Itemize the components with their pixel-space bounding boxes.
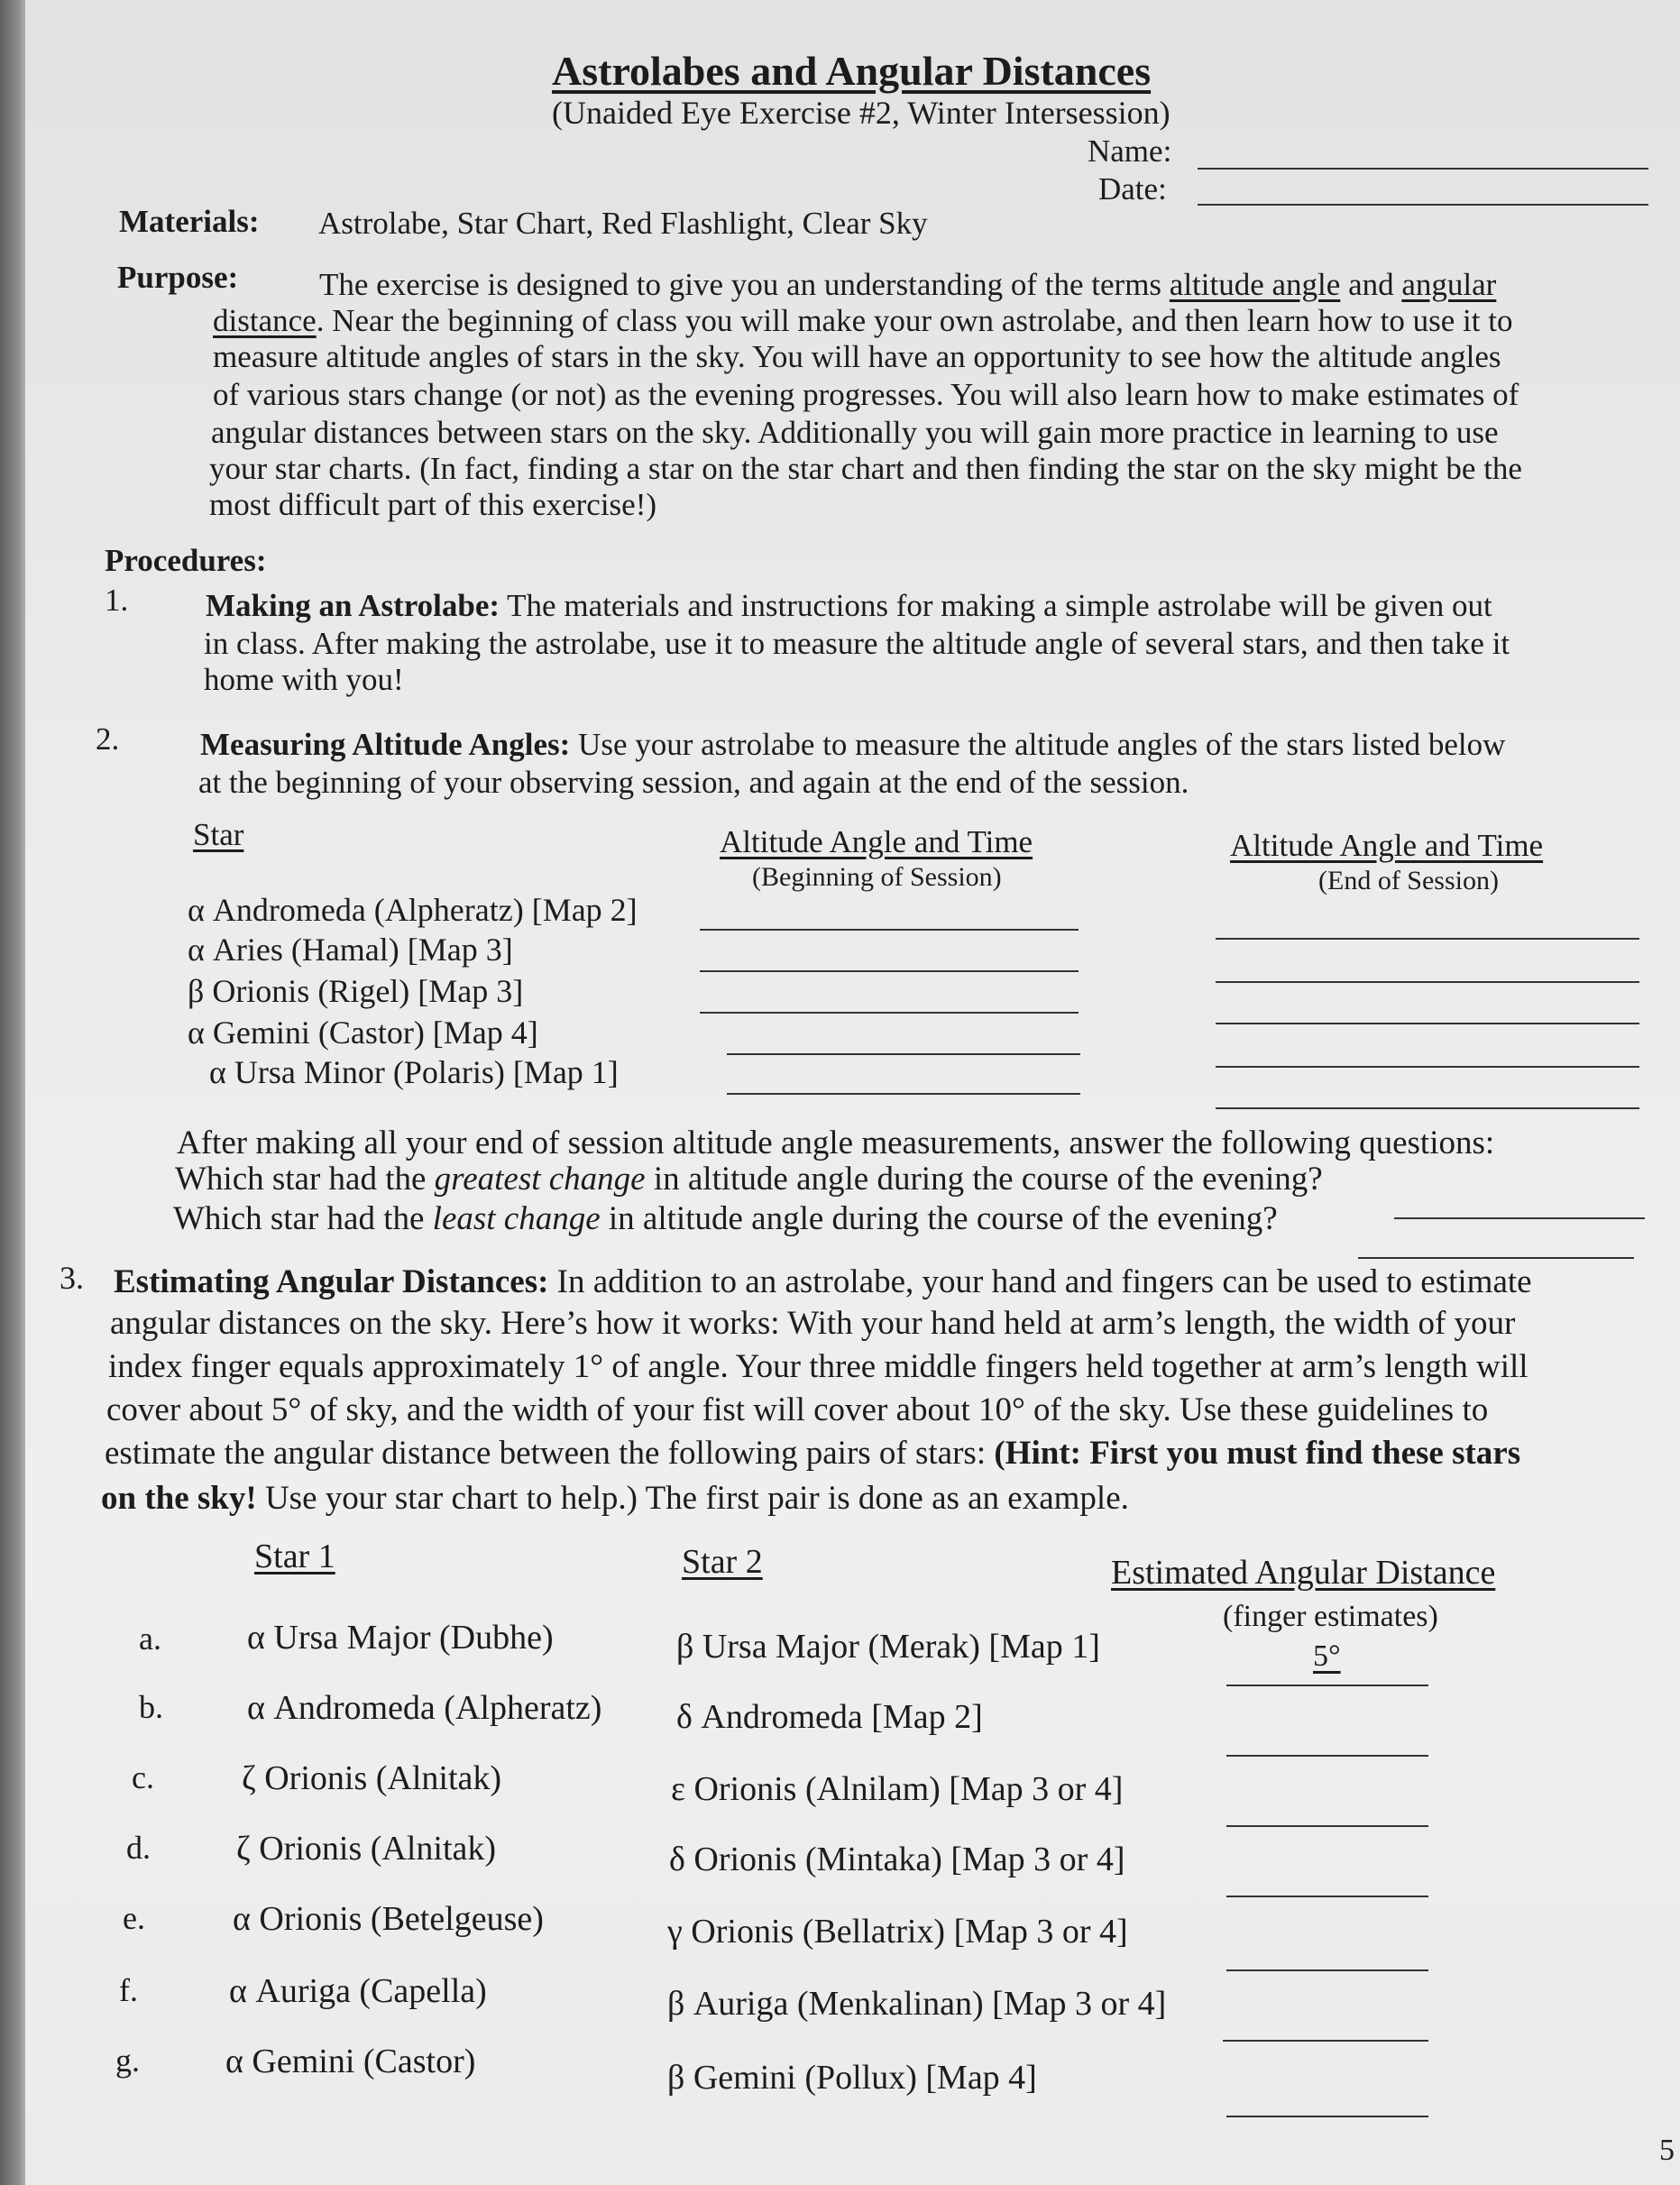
procedure-3-number: 3. — [60, 1260, 84, 1296]
procedure-3-line-3: index finger equals approximately 1° of angle. Your three middle fingers held together at arm’s length will — [108, 1348, 1529, 1385]
purpose-label: Purpose: — [117, 260, 239, 295]
least-change-answer-line[interactable] — [1358, 1257, 1634, 1259]
pair-a-letter: a. — [139, 1620, 161, 1657]
pair-a-answer-line[interactable] — [1226, 1685, 1428, 1686]
pair-b-letter: b. — [139, 1689, 163, 1725]
procedure-2-line-1: Measuring Altitude Angles: Use your astrolabe to measure the altitude angles of the stars listed below — [200, 727, 1506, 762]
end-answer-line-3[interactable] — [1216, 1023, 1639, 1024]
question-greatest-change: Which star had the greatest change in altitude angle during the course of the evening? — [175, 1161, 1323, 1198]
pair-e-answer-line[interactable] — [1226, 1969, 1428, 1971]
after-measurements-text: After making all your end of session altitude angle measurements, answer the following questions: — [177, 1125, 1495, 1161]
pair-g-letter: g. — [115, 2043, 140, 2079]
pair-b-answer-line[interactable] — [1226, 1755, 1428, 1757]
end-answer-line-2[interactable] — [1216, 981, 1639, 983]
worksheet-page — [25, 0, 1680, 2185]
pair-g-star2: β Gemini (Pollux) [Map 4] — [667, 2059, 1037, 2097]
purpose-line-2: distance. Near the beginning of class you will make your own astrolabe, and then learn how to use it to — [213, 303, 1513, 338]
begin-answer-line-4[interactable] — [727, 1053, 1080, 1055]
procedure-1-line-1: Making an Astrolabe: The materials and instructions for making a simple astrolabe will be given out — [206, 588, 1492, 623]
purpose-line-7: most difficult part of this exercise!) — [209, 487, 657, 522]
procedure-3-line-5: estimate the angular distance between the following pairs of stars: (Hint: First you must find these stars — [105, 1435, 1521, 1472]
purpose-line-5: angular distances between stars on the sky. Additionally you will gain more practice in learning to use — [211, 415, 1499, 450]
begin-answer-line-1[interactable] — [700, 929, 1079, 931]
end-answer-line-5[interactable] — [1216, 1107, 1639, 1109]
procedure-2-line-2: at the beginning of your observing session, and again at the end of the session. — [198, 765, 1189, 800]
pair-a-star1: α Ursa Major (Dubhe) — [247, 1619, 554, 1657]
pair-d-answer-line[interactable] — [1226, 1896, 1428, 1897]
pair-b-star1: α Andromeda (Alpheratz) — [247, 1689, 602, 1727]
end-answer-line-1[interactable] — [1216, 938, 1639, 940]
pair-f-star2: β Auriga (Menkalinan) [Map 3 or 4] — [667, 1985, 1167, 2023]
purpose-line-4: of various stars change (or not) as the evening progresses. You will also learn how to make estimates of — [213, 377, 1519, 412]
procedure-3-line-1: Estimating Angular Distances: In addition to an astrolabe, your hand and fingers can be used to estimate — [114, 1263, 1532, 1300]
pair-d-star2: δ Orionis (Mintaka) [Map 3 or 4] — [669, 1841, 1125, 1878]
star-row-5: α Ursa Minor (Polaris) [Map 1] — [209, 1054, 619, 1090]
pair-c-letter: c. — [132, 1759, 154, 1795]
question-least-change: Which star had the least change in altitude angle during the course of the evening? — [173, 1200, 1278, 1237]
name-field[interactable] — [1198, 168, 1648, 170]
col-star1-header: Star 1 — [254, 1538, 335, 1575]
pair-c-answer-line[interactable] — [1226, 1825, 1428, 1827]
purpose-line-3: measure altitude angles of stars in the sky. You will have an opportunity to see how the altitude angles — [213, 339, 1501, 374]
col-distance-subheader: (finger estimates) — [1223, 1600, 1438, 1633]
end-answer-line-4[interactable] — [1216, 1066, 1639, 1068]
purpose-line-6: your star charts. (In fact, finding a star on the star chart and then finding the star on the sky might be the — [209, 451, 1522, 486]
pair-d-star1: ζ Orionis (Alnitak) — [236, 1830, 497, 1868]
pair-g-answer-line[interactable] — [1226, 2116, 1428, 2117]
pair-f-letter: f. — [119, 1972, 138, 2008]
purpose-line-1: The exercise is designed to give you an understanding of the terms altitude angle and angular — [319, 267, 1497, 302]
greatest-change-answer-line[interactable] — [1394, 1217, 1645, 1219]
pair-f-answer-line[interactable] — [1223, 2040, 1428, 2042]
star-row-4: α Gemini (Castor) [Map 4] — [188, 1014, 538, 1051]
col-star-header: Star — [193, 817, 244, 852]
col-star2-header: Star 2 — [682, 1543, 763, 1581]
procedure-1-line-3: home with you! — [204, 662, 404, 697]
col-end-header: Altitude Angle and Time — [1230, 828, 1544, 863]
col-begin-subheader: (Beginning of Session) — [752, 862, 1002, 892]
materials-label: Materials: — [119, 204, 260, 239]
pair-g-star1: α Gemini (Castor) — [225, 2043, 476, 2080]
procedure-3-line-4: cover about 5° of sky, and the width of your fist will cover about 10° of the sky. Use these guidelines to — [106, 1391, 1489, 1428]
pair-a-star2: β Ursa Major (Merak) [Map 1] — [676, 1628, 1100, 1666]
date-field[interactable] — [1198, 204, 1648, 206]
star-row-3: β Orionis (Rigel) [Map 3] — [188, 973, 524, 1009]
col-begin-header: Altitude Angle and Time — [720, 824, 1033, 859]
page-number: 5 — [1659, 2134, 1675, 2167]
star-row-2: α Aries (Hamal) [Map 3] — [188, 932, 513, 968]
procedure-2-number: 2. — [96, 721, 120, 757]
pair-e-star2: γ Orionis (Bellatrix) [Map 3 or 4] — [667, 1913, 1128, 1951]
date-label: Date: — [1098, 171, 1167, 207]
page-subtitle: (Unaided Eye Exercise #2, Winter Intersession) — [552, 95, 1170, 131]
pair-b-star2: δ Andromeda [Map 2] — [676, 1698, 983, 1736]
pair-c-star1: ζ Orionis (Alnitak) — [242, 1759, 502, 1797]
star-row-1: α Andromeda (Alpheratz) [Map 2] — [188, 892, 638, 928]
page-title: Astrolabes and Angular Distances — [552, 48, 1152, 94]
procedure-1-line-2: in class. After making the astrolabe, use it to measure the altitude angle of several stars, and then take it — [204, 626, 1510, 661]
pair-c-star2: ε Orionis (Alnilam) [Map 3 or 4] — [671, 1770, 1124, 1808]
procedures-label: Procedures: — [105, 543, 267, 578]
procedure-3-line-6: on the sky! Use your star chart to help.) The first pair is done as an example. — [101, 1480, 1129, 1517]
pair-f-star1: α Auriga (Capella) — [229, 1972, 487, 2010]
procedure-1-number: 1. — [105, 583, 129, 618]
materials-text: Astrolabe, Star Chart, Red Flashlight, Clear Sky — [318, 206, 928, 241]
pair-a-answer: 5° — [1313, 1639, 1341, 1673]
name-label: Name: — [1088, 133, 1172, 169]
pair-e-star1: α Orionis (Betelgeuse) — [233, 1900, 544, 1938]
pair-e-letter: e. — [123, 1900, 145, 1936]
begin-answer-line-5[interactable] — [727, 1093, 1080, 1095]
col-end-subheader: (End of Session) — [1318, 866, 1499, 895]
procedure-3-line-2: angular distances on the sky. Here’s how it works: With your hand held at arm’s length, the width of your — [110, 1305, 1516, 1342]
begin-answer-line-3[interactable] — [700, 1012, 1079, 1014]
begin-answer-line-2[interactable] — [700, 970, 1079, 972]
col-distance-header: Estimated Angular Distance — [1111, 1554, 1496, 1592]
pair-d-letter: d. — [126, 1830, 151, 1866]
